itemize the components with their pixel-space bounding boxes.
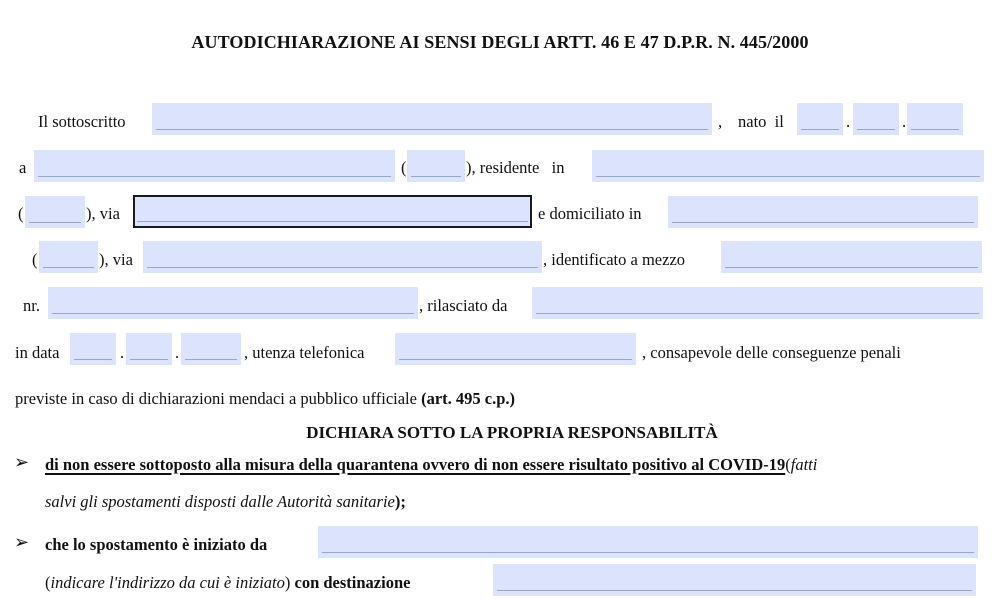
birth-province-input[interactable] xyxy=(407,150,465,182)
issue-year-input[interactable] xyxy=(181,333,241,365)
penal-notice-text: previste in caso di dichiarazioni mendaci a pubblico ufficiale xyxy=(15,389,422,408)
id-document-field[interactable] xyxy=(721,241,982,273)
birth-province-field[interactable] xyxy=(407,150,465,182)
closing-punct: ); xyxy=(394,492,406,511)
paren-open: ( xyxy=(401,158,407,177)
italic-note: salvi gli spostamenti disposti dalle Autorità sanitarie xyxy=(45,492,395,511)
label-rilasciato-da: , rilasciato da xyxy=(419,296,508,315)
address-hint: indicare l'indirizzo da cui è iniziato xyxy=(50,573,285,592)
issue-day-input[interactable] xyxy=(70,333,116,365)
issued-by-input[interactable] xyxy=(532,287,983,319)
label-via: ), via xyxy=(86,204,120,223)
document-title: AUTODICHIARAZIONE AI SENSI DEGLI ARTT. 46 E 47 D.P.R. N. 445/2000 xyxy=(191,32,809,52)
paren-close: ) xyxy=(284,573,291,592)
id-document-input[interactable] xyxy=(721,241,982,273)
destination-input[interactable] xyxy=(493,564,976,596)
issue-day-field[interactable] xyxy=(70,333,116,365)
birth-month-field[interactable] xyxy=(853,103,899,135)
issue-year-field[interactable] xyxy=(181,333,241,365)
comma-separator: , xyxy=(718,112,723,131)
label-destinazione: con destinazione xyxy=(290,573,411,592)
document-number-input[interactable] xyxy=(48,287,418,319)
birth-day-field[interactable] xyxy=(797,103,843,135)
domicile-street-field[interactable] xyxy=(143,241,542,273)
date-dot: . xyxy=(902,112,907,131)
italic-note: fatti xyxy=(790,455,818,474)
arrow-bullet-icon: ➢ xyxy=(14,532,30,552)
label-spostamento: che lo spostamento è iniziato da xyxy=(45,535,268,554)
date-dot: . xyxy=(120,343,125,362)
residence-province-field[interactable] xyxy=(25,196,85,228)
residence-city-field[interactable] xyxy=(592,150,984,182)
residence-city-input[interactable] xyxy=(592,150,984,182)
label-residente-in: ), residente in xyxy=(466,158,565,177)
paren-open: ( xyxy=(785,455,791,474)
birth-place-input[interactable] xyxy=(34,150,395,182)
quarantine-note-continued xyxy=(45,492,406,512)
paren-open: ( xyxy=(45,573,51,592)
birth-month-input[interactable] xyxy=(853,103,899,135)
residence-street-field[interactable] xyxy=(133,195,532,228)
destination-field[interactable] xyxy=(493,564,976,596)
label-via: ), via xyxy=(99,250,133,269)
label-in-data: in data xyxy=(15,343,60,362)
birth-place-field[interactable] xyxy=(34,150,395,182)
quarantine-statement: di non essere sottoposto alla misura della quarantena ovvero di non essere risultato positivo al COVID-19 xyxy=(45,455,786,474)
domicile-province-input[interactable] xyxy=(39,241,98,273)
domicile-city-input[interactable] xyxy=(668,196,978,228)
domicile-province-field[interactable] xyxy=(39,241,98,273)
quarantine-declaration xyxy=(45,455,817,475)
birth-day-input[interactable] xyxy=(797,103,843,135)
phone-field[interactable] xyxy=(395,333,636,365)
domicile-city-field[interactable] xyxy=(668,196,978,228)
residence-street-input[interactable] xyxy=(135,197,530,226)
phone-input[interactable] xyxy=(395,333,636,365)
arrow-bullet-icon: ➢ xyxy=(14,452,30,472)
label-nr: nr. xyxy=(23,296,40,315)
label-consapevole: , consapevole delle conseguenze penali xyxy=(642,343,901,362)
start-address-field[interactable] xyxy=(318,526,978,558)
paren-open: ( xyxy=(18,204,24,223)
birth-year-input[interactable] xyxy=(907,103,963,135)
declaration-heading: DICHIARA SOTTO LA PROPRIA RESPONSABILITÀ xyxy=(306,423,718,442)
paren-open: ( xyxy=(32,250,38,269)
penal-code-ref: (art. 495 c.p.) xyxy=(421,389,516,408)
label-sottoscritto: Il sottoscritto xyxy=(38,112,126,131)
start-address-input[interactable] xyxy=(318,526,978,558)
label-domiciliato-in: e domiciliato in xyxy=(538,204,642,223)
name-input[interactable] xyxy=(152,103,712,135)
domicile-street-input[interactable] xyxy=(143,241,542,273)
label-utenza-telefonica: , utenza telefonica xyxy=(244,343,365,362)
document-number-field[interactable] xyxy=(48,287,418,319)
residence-province-input[interactable] xyxy=(25,196,85,228)
birth-year-field[interactable] xyxy=(907,103,963,135)
issue-month-input[interactable] xyxy=(126,333,172,365)
date-dot: . xyxy=(846,112,851,131)
issued-by-field[interactable] xyxy=(532,287,983,319)
label-identificato: , identificato a mezzo xyxy=(543,250,686,269)
label-nato-il: nato il xyxy=(738,112,784,131)
address-hint-line xyxy=(45,573,410,593)
penal-notice xyxy=(15,389,515,409)
label-a: a xyxy=(19,158,27,177)
date-dot: . xyxy=(175,343,180,362)
name-field[interactable] xyxy=(152,103,712,135)
issue-month-field[interactable] xyxy=(126,333,172,365)
